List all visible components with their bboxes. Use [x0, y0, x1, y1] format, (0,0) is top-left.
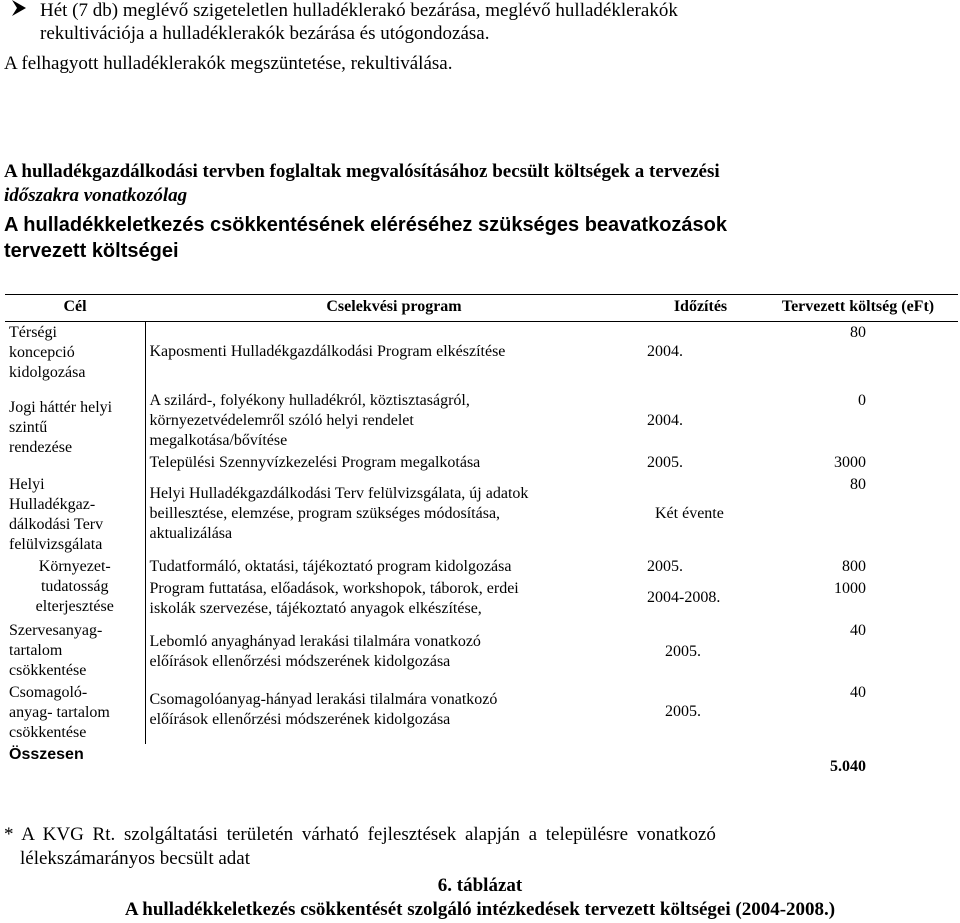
heading-costs-line1: A hulladékgazdálkodási tervben foglaltak megvalósításához becsült költségek a tervezési	[4, 161, 720, 182]
program-text: aktualizálása	[149, 524, 233, 542]
time-text: 2005.	[647, 557, 683, 575]
table-row	[5, 452, 958, 474]
goal-text: koncepció	[9, 344, 75, 361]
goal-text: Térségi	[9, 324, 57, 341]
cost-cell	[758, 390, 958, 452]
goal-text: elterjesztése	[35, 597, 114, 615]
goal-text: tartalom	[9, 641, 63, 659]
arrow-bullet-icon	[12, 0, 26, 16]
cost-text: 80	[850, 324, 866, 341]
total-label: Összesen	[9, 745, 84, 763]
time-text: 2005.	[665, 642, 701, 660]
cost-table	[5, 294, 958, 778]
program-cell	[145, 682, 643, 744]
footnote-line-2: lélekszámarányos becsült adat	[20, 848, 251, 869]
goal-text: Csomagoló-	[9, 683, 88, 701]
program-text: Lebomló anyaghányad lerakási tilalmára vonatkozó	[149, 632, 481, 650]
cost-text: 80	[850, 475, 866, 493]
goal-text: szintű	[9, 418, 48, 436]
total-label-cell	[5, 744, 145, 778]
program-cell	[145, 578, 643, 620]
cost-cell	[758, 452, 958, 474]
program-cell	[145, 390, 643, 452]
heading-interventions-line2: tervezett költségei	[4, 240, 179, 262]
time-text: 2004-2008.	[647, 588, 721, 606]
total-empty-cell	[643, 744, 758, 778]
program-text: A szilárd-, folyékony hulladékról, köztisztaságról,	[149, 391, 470, 409]
program-text: megalkotása/bővítése	[149, 431, 288, 449]
time-cell	[643, 682, 758, 744]
program-text: környezetvédelemről szóló helyi rendelet	[149, 411, 414, 429]
time-cell	[643, 390, 758, 452]
bullet-line-1: Hét (7 db) meglévő szigeteletlen hulladéklerakó bezárása, meglévő hulladéklerakók	[40, 0, 678, 21]
header-goal: Cél	[5, 295, 145, 322]
table-caption	[0, 874, 960, 922]
goal-text: dálkodási Terv	[9, 515, 104, 533]
heading-costs-line2: időszakra vonatkozólag	[4, 185, 188, 206]
cost-text: 0	[858, 391, 866, 409]
goal-cell	[5, 620, 145, 682]
cost-cell	[758, 322, 958, 390]
table-row	[5, 578, 958, 620]
goal-text: kidolgozása	[9, 364, 86, 381]
header-program: Cselekvési program	[145, 295, 643, 322]
caption-title: A hulladékkeletkezés csökkentését szolgáló intézkedések tervezett költségei (2004-2008.)	[124, 899, 836, 920]
goal-text: tudatosság	[40, 577, 109, 595]
table-header-row	[5, 295, 958, 322]
cost-text: 40	[850, 683, 866, 701]
time-text: 2004.	[647, 411, 683, 429]
program-text: beillesztése, elemzése, program szükséges módosítása,	[149, 504, 501, 522]
time-text: 2005.	[647, 453, 683, 471]
heading-interventions-line1: A hulladékkeletkezés csökkentésének eléréséhez szükséges beavatkozások	[4, 214, 727, 236]
table-row	[5, 556, 958, 578]
goal-text: Szervesanyag-	[9, 621, 103, 639]
program-cell	[145, 474, 643, 556]
footnote	[4, 823, 924, 871]
goal-text: Helyi	[9, 475, 45, 493]
program-text: Program futtatása, előadások, workshopok, táborok, erdei	[149, 579, 519, 597]
goal-text: Jogi háttér helyi	[9, 398, 113, 416]
table-row	[5, 390, 958, 452]
cost-cell	[758, 556, 958, 578]
program-text: Csomagolóanyag-hányad lerakási tilalmára vonatkozó	[149, 690, 498, 708]
footnote-line-1: * A KVG Rt. szolgáltatási területén várható fejlesztések alapján a településre vonatkozó	[4, 824, 716, 845]
goal-text: csökkentése	[9, 661, 87, 679]
goal-cell	[5, 390, 145, 474]
program-text: Települési Szennyvízkezelési Program megalkotása	[149, 453, 481, 471]
cost-text: 3000	[834, 453, 866, 471]
heading-interventions	[4, 212, 727, 264]
header-cost: Tervezett költség (eFt)	[758, 295, 958, 322]
total-empty-cell	[145, 744, 643, 778]
cost-cell	[758, 578, 958, 620]
bullet-line-3: A felhagyott hulladéklerakók megszüntetése, rekultiválása.	[4, 53, 453, 74]
program-cell	[145, 556, 643, 578]
total-row	[5, 744, 958, 778]
cost-cell	[758, 620, 958, 682]
time-cell	[643, 452, 758, 474]
goal-text: Hulladékgaz-	[9, 495, 96, 513]
program-text: iskolák szervezése, tájékoztató anyagok elkészítése,	[149, 599, 482, 617]
time-cell	[643, 322, 758, 390]
goal-cell	[5, 474, 145, 556]
program-text: Kaposmenti Hulladékgazdálkodási Program elkészítése	[149, 343, 506, 360]
total-value: 5.040	[830, 757, 866, 775]
time-cell	[643, 556, 758, 578]
cost-text: 1000	[834, 579, 866, 597]
cost-cell	[758, 682, 958, 744]
time-text: Két évente	[655, 504, 724, 522]
cost-text: 40	[850, 621, 866, 639]
time-text: 2004.	[647, 343, 683, 360]
time-cell	[643, 474, 758, 556]
table-row	[5, 322, 958, 390]
bullet-line-2: rekultivációja a hulladéklerakók bezárása és utógondozása.	[40, 23, 490, 44]
table-row	[5, 682, 958, 744]
program-text: előírások ellenőrzési módszerének kidolgozása	[149, 710, 451, 728]
goal-cell	[5, 322, 145, 390]
program-text: Tudatformáló, oktatási, tájékoztató program kidolgozása	[149, 557, 512, 575]
program-cell	[145, 452, 643, 474]
cost-cell	[758, 474, 958, 556]
time-cell	[643, 620, 758, 682]
heading-costs	[4, 160, 720, 208]
goal-text: rendezése	[9, 438, 73, 456]
table-row	[5, 474, 958, 556]
total-value-cell	[758, 744, 958, 778]
time-cell	[643, 578, 758, 620]
caption-number: 6. táblázat	[437, 875, 523, 896]
goal-text: felülvizsgálata	[9, 535, 103, 553]
program-text: előírások ellenőrzési módszerének kidolgozása	[149, 652, 451, 670]
program-cell	[145, 620, 643, 682]
program-text: Helyi Hulladékgazdálkodási Terv felülvizsgálata, új adatok	[149, 484, 529, 502]
table-row	[5, 620, 958, 682]
cost-text: 800	[842, 557, 866, 575]
goal-cell	[5, 556, 145, 620]
goal-text: Környezet-	[38, 557, 111, 575]
goal-text: anyag- tartalom	[9, 703, 110, 721]
header-timing: Időzítés	[643, 295, 758, 322]
time-text: 2005.	[665, 702, 701, 720]
goal-cell	[5, 682, 145, 744]
goal-text: csökkentése	[9, 723, 87, 741]
program-cell	[145, 322, 643, 390]
